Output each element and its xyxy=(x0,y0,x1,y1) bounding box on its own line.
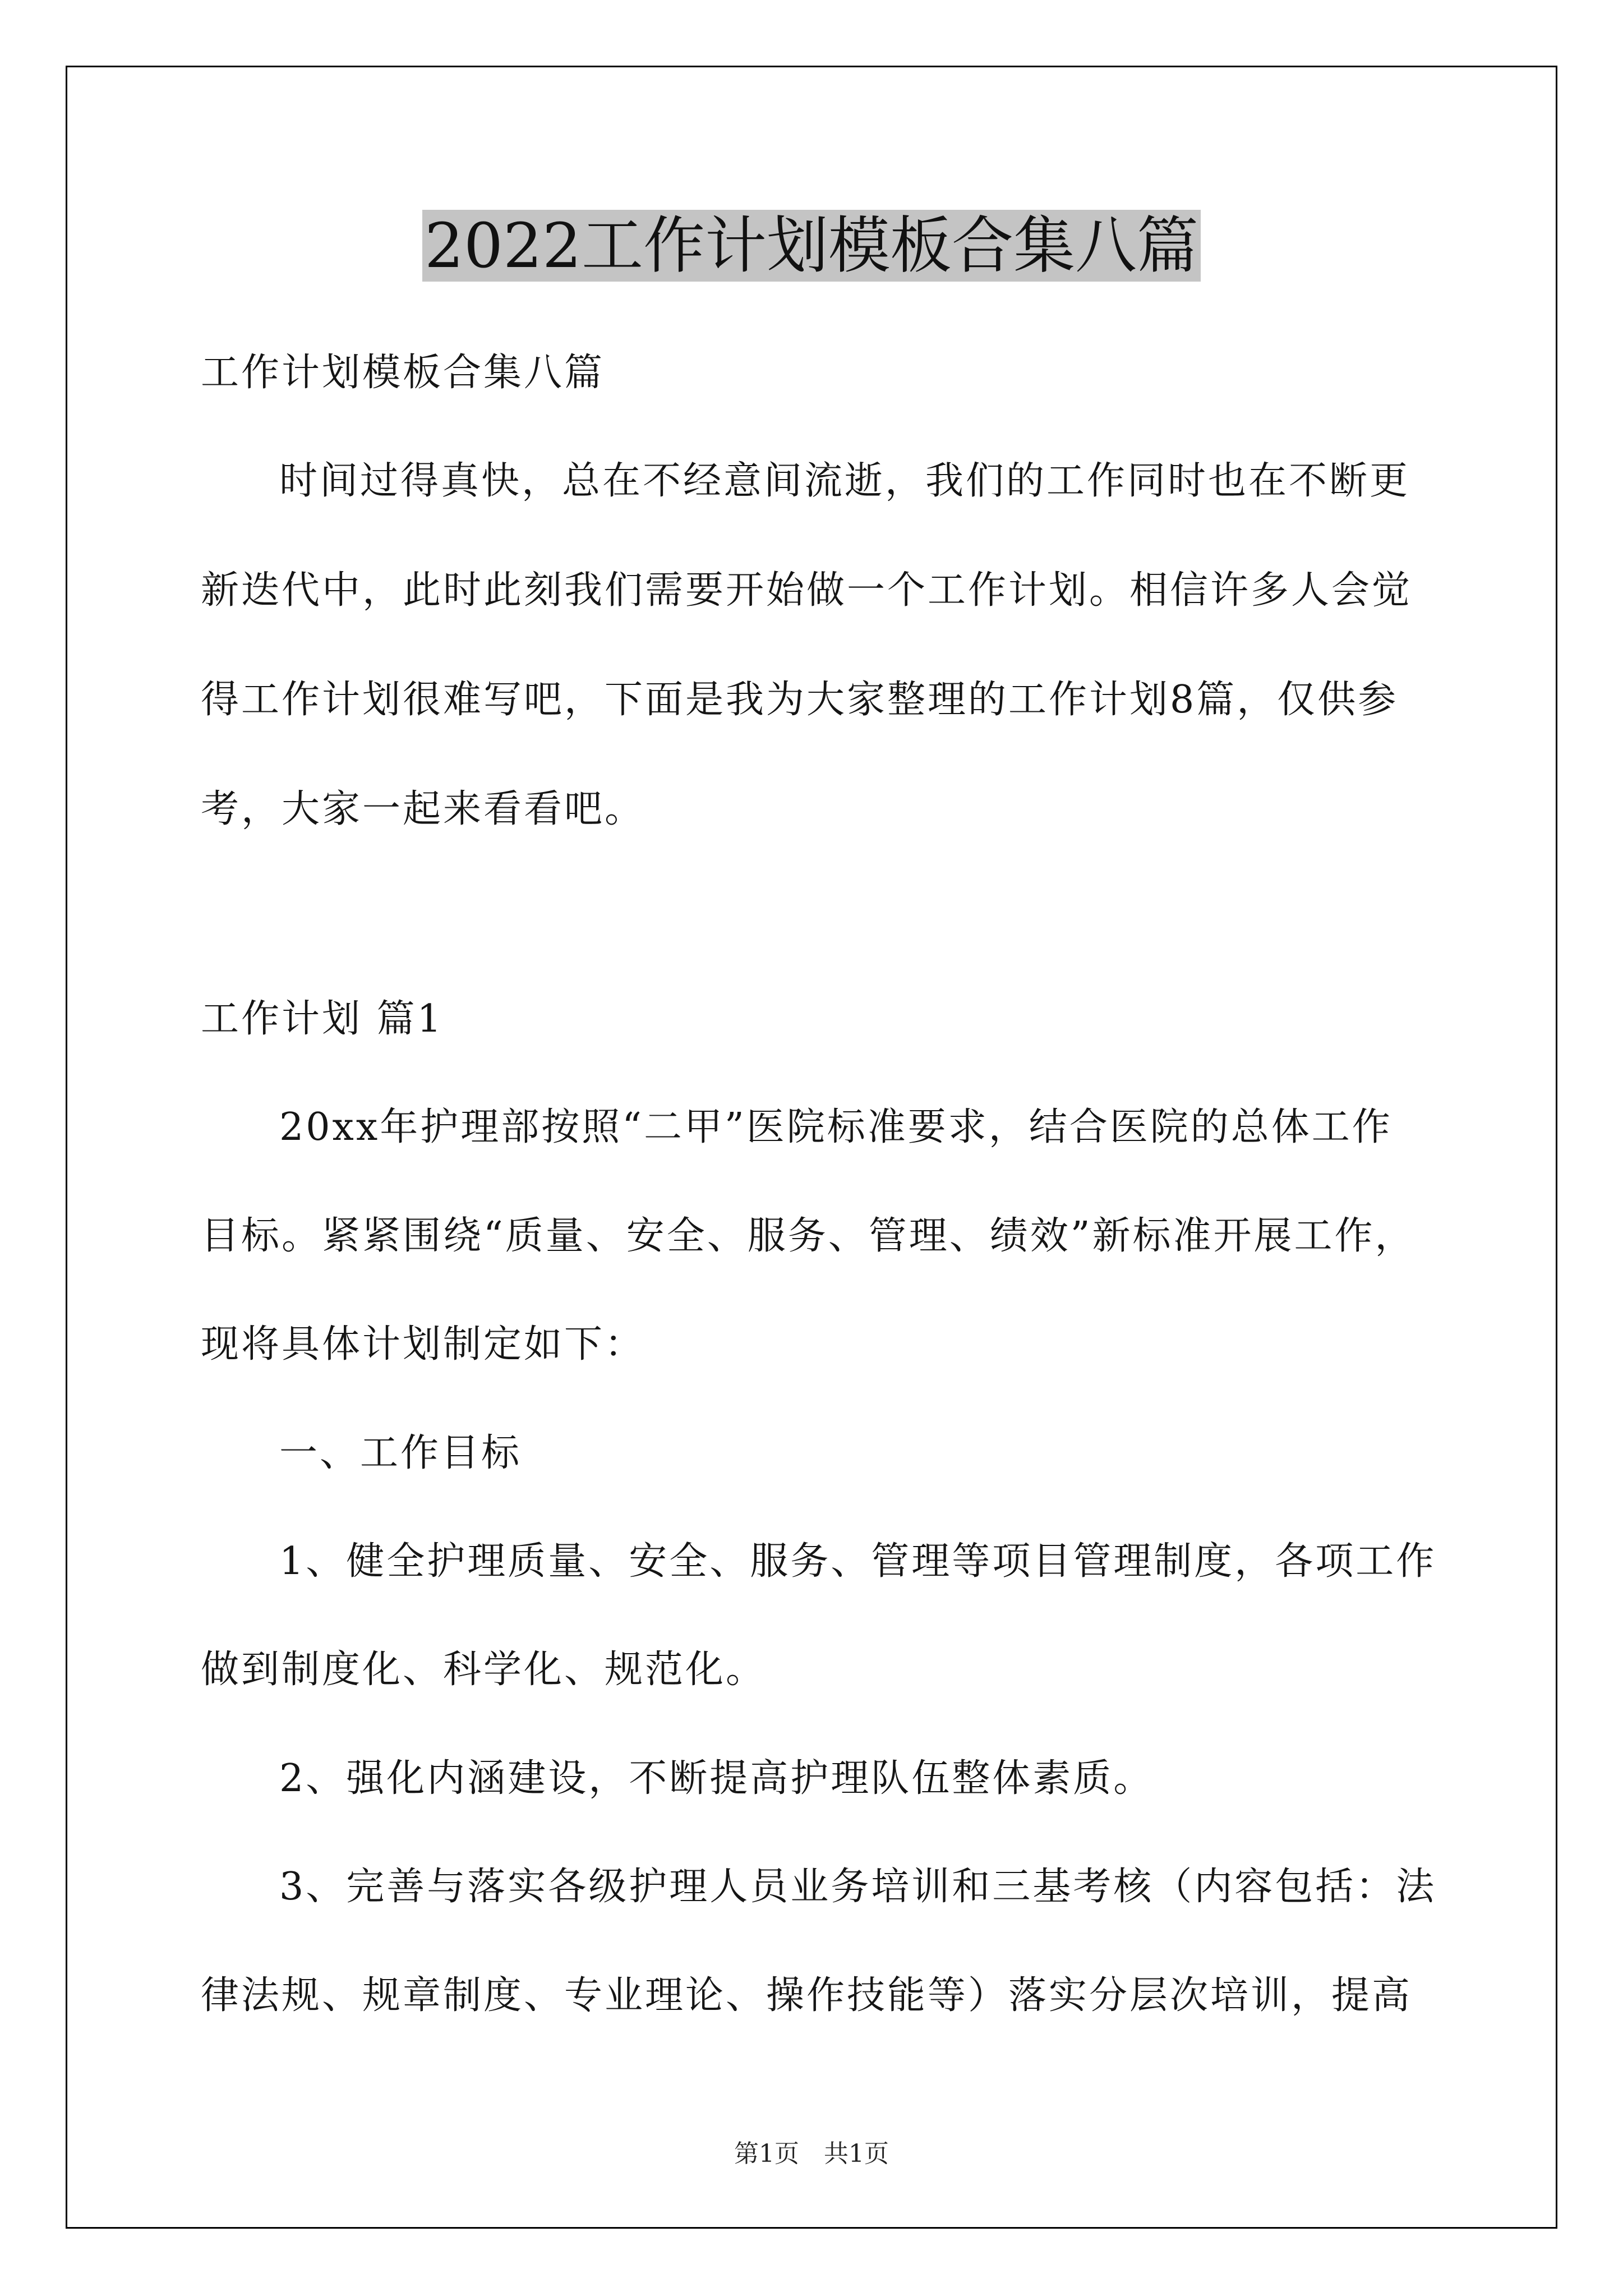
body-line-6: 做到制度化、科学化、规范化。 xyxy=(201,1648,767,1692)
body-line-2: 目标。紧紧围绕“质量、安全、服务、管理、绩效”新标准开展工作， xyxy=(201,1214,1415,1258)
document-title: 2022工作计划模板合集八篇 xyxy=(0,201,1623,291)
section-heading: 工作计划 篇1 xyxy=(201,997,444,1041)
body-line-5: 1、健全护理质量、安全、服务、管理等项目管理制度，各项工作 xyxy=(279,1539,1437,1584)
page-footer: 第1页 共1页 xyxy=(734,2139,889,2168)
body-line-9: 律法规、规章制度、专业理论、操作技能等）落实分层次培训，提高 xyxy=(201,1973,1413,2018)
intro-line-1: 时间过得真快，总在不经意间流逝，我们的工作同时也在不断更 xyxy=(279,459,1410,503)
intro-line-4: 考，大家一起来看看吧。 xyxy=(201,787,645,831)
body-line-1: 20xx年护理部按照“二甲”医院标准要求，结合医院的总体工作 xyxy=(279,1105,1393,1149)
body-line-3: 现将具体计划制定如下： xyxy=(201,1322,645,1366)
document-subtitle: 工作计划模板合集八篇 xyxy=(201,351,605,395)
body-line-4: 一、工作目标 xyxy=(279,1431,522,1475)
body-line-7: 2、强化内涵建设，不断提高护理队伍整体素质。 xyxy=(279,1756,1154,1801)
intro-line-2: 新迭代中，此时此刻我们需要开始做一个工作计划。相信许多人会觉 xyxy=(201,568,1413,613)
intro-line-3: 得工作计划很难写吧，下面是我为大家整理的工作计划8篇，仅供参 xyxy=(201,678,1399,722)
body-line-8: 3、完善与落实各级护理人员业务培训和三基考核（内容包括：法 xyxy=(279,1865,1437,1909)
